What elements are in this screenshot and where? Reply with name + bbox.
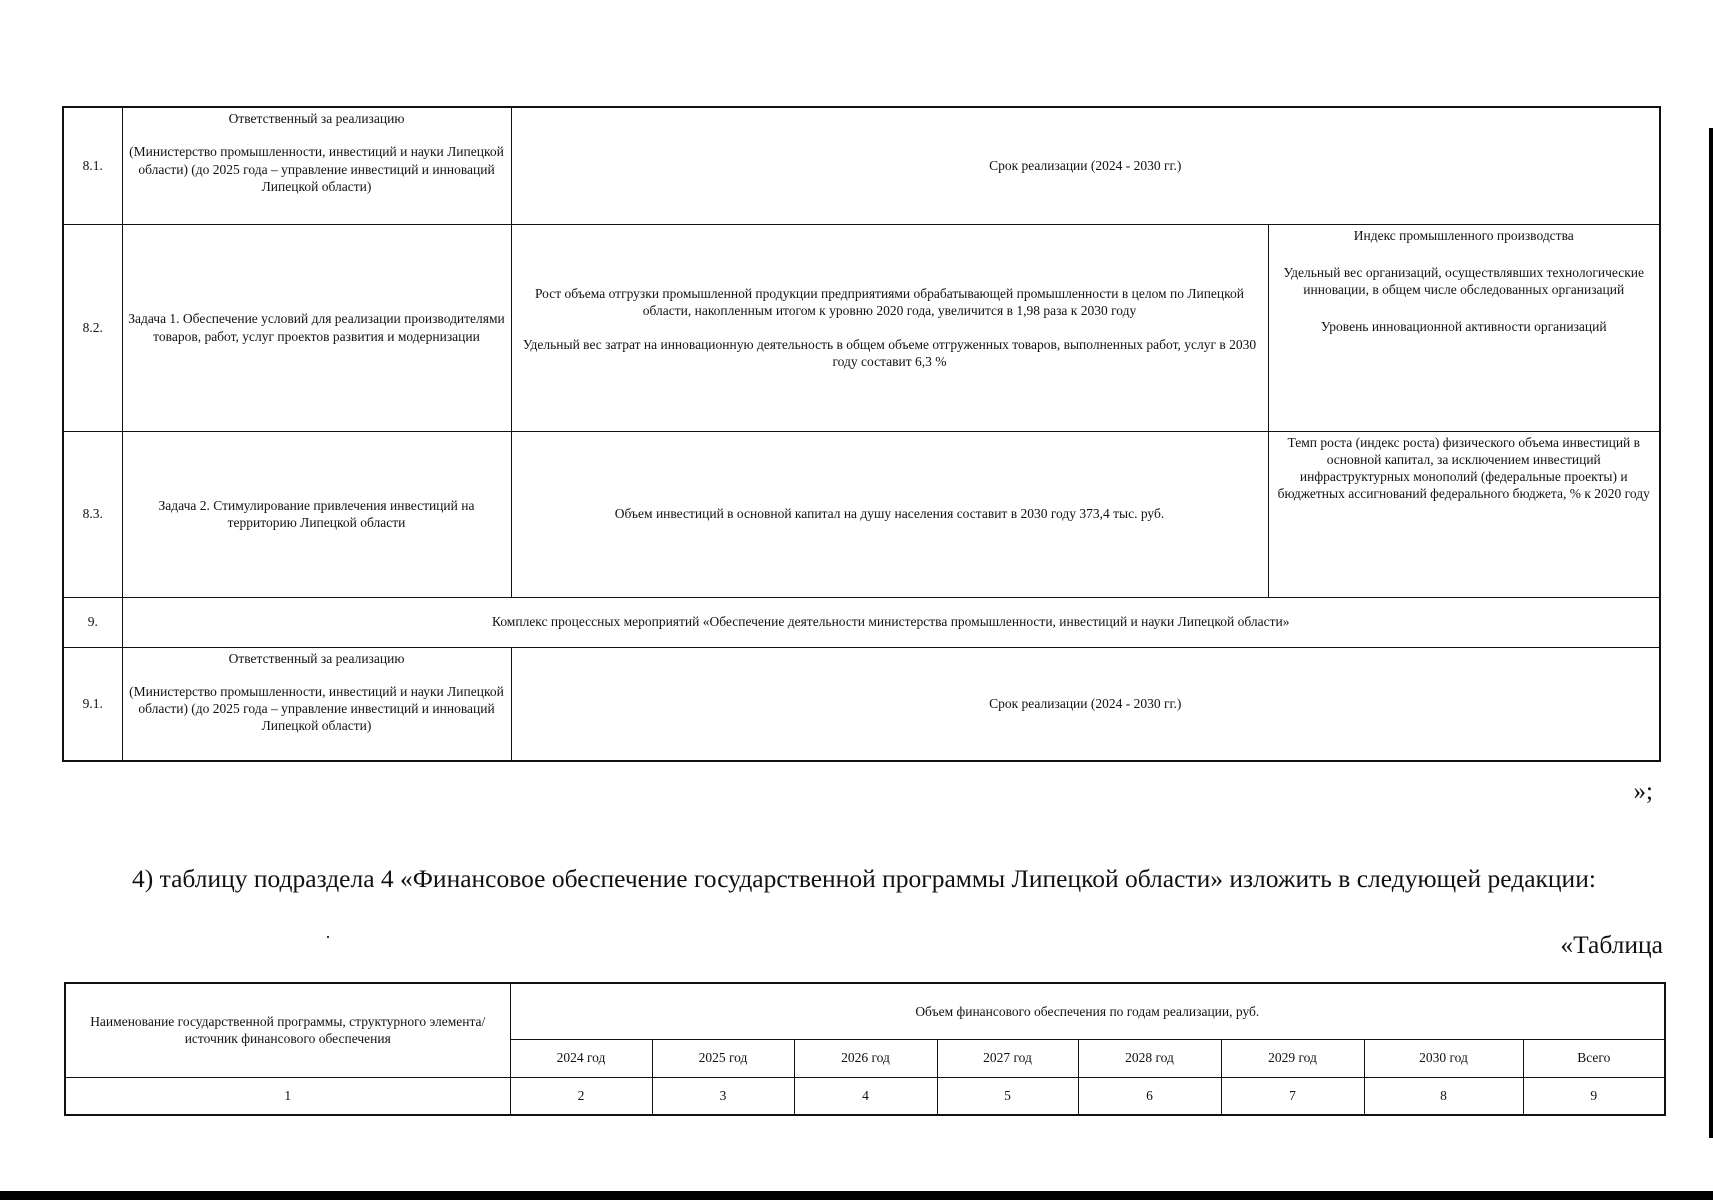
row-number: 8.1.: [63, 107, 122, 224]
amendment-paragraph: 4) таблицу подраздела 4 «Финансовое обеспечение государственной программы Липецкой области» изложить в следующей редакции:: [132, 864, 1596, 893]
year-header: 2028 год: [1078, 1039, 1221, 1077]
responsible-heading: Ответственный за реализацию: [228, 111, 405, 126]
column-number: 1: [65, 1077, 510, 1115]
year-header: 2024 год: [510, 1039, 652, 1077]
responsible-heading: Ответственный за реализацию: [228, 650, 405, 666]
term-cell: Срок реализации (2024 - 2030 гг.): [511, 107, 1660, 224]
volume-header: Объем финансового обеспечения по годам реализации, руб.: [510, 983, 1665, 1039]
total-header: Всего: [1523, 1039, 1665, 1077]
task-cell: Задача 1. Обеспечение условий для реализации производителями товаров, работ, услуг проектов развития и модернизации: [122, 224, 511, 431]
year-header: 2029 год: [1221, 1039, 1364, 1077]
column-number: 3: [652, 1077, 794, 1115]
scan-edge-bottom: [0, 1191, 1713, 1200]
effect-text-1: Рост объема отгрузки промышленной продукции предприятиями обрабатывающей промышленности в целом по Липецкой области, накопленным итогом к уровню 2020 года, увеличится в 1,98 раза к 2030 году: [535, 285, 1244, 319]
responsible-cell: [122, 647, 511, 761]
column-number: 7: [1221, 1077, 1364, 1115]
table-row: [65, 1077, 1665, 1115]
indicator-cell: Темп роста (индекс роста) физического объема инвестиций в основной капитал, за исключением инвестиций инфраструктурных монополий (федеральные проекты) и бюджетных ассигнований федерального бюджета, % к 2020 году: [1268, 431, 1660, 597]
row-number: 9.: [63, 597, 122, 647]
financing-table: [64, 982, 1666, 1116]
column-number: 6: [1078, 1077, 1221, 1115]
row-number: 8.2.: [63, 224, 122, 431]
row-number: 8.3.: [63, 431, 122, 597]
table-row: [63, 107, 1660, 224]
column-number: 8: [1364, 1077, 1523, 1115]
table-row: [63, 431, 1660, 597]
indicator-text-2: Удельный вес организаций, осуществлявших технологические инновации, в общем числе обследованных организаций: [1283, 264, 1644, 298]
closing-quote: »;: [1633, 778, 1653, 805]
process-complex-title: Комплекс процессных мероприятий «Обеспечение деятельности министерства промышленности, инвестиций и науки Липецкой области»: [122, 597, 1660, 647]
table-row: [65, 983, 1665, 1039]
year-header: 2030 год: [1364, 1039, 1523, 1077]
table-row: [63, 597, 1660, 647]
year-header: 2026 год: [794, 1039, 937, 1077]
indicator-cell: [1268, 224, 1660, 431]
task-cell: Задача 2. Стимулирование привлечения инвестиций на территорию Липецкой области: [122, 431, 511, 597]
program-structure-table: [62, 106, 1661, 762]
responsible-body: (Министерство промышленности, инвестиций и науки Липецкой области) (до 2025 года – управление инвестиций и инноваций Липецкой области): [129, 683, 504, 734]
column-number: 2: [510, 1077, 652, 1115]
column-number: 4: [794, 1077, 937, 1115]
responsible-body: (Министерство промышленности, инвестиций и науки Липецкой области) (до 2025 года – управление инвестиций и инноваций Липецкой области): [129, 144, 504, 194]
effect-cell: Объем инвестиций в основной капитал на душу населения составит в 2030 году 373,4 тыс. руб.: [511, 431, 1268, 597]
row-number: 9.1.: [63, 647, 122, 761]
table-row: [63, 224, 1660, 431]
scan-edge-right: [1709, 128, 1713, 1138]
indicator-text-3: Уровень инновационной активности организаций: [1320, 319, 1607, 335]
effect-text-2: Удельный вес затрат на инновационную деятельность в общем объеме отгруженных товаров, выполненных работ, услуг в 2030 году составит 6,3 %: [522, 336, 1257, 369]
term-cell: Срок реализации (2024 - 2030 гг.): [511, 647, 1660, 761]
scan-speck: [327, 936, 329, 938]
effect-cell: [511, 224, 1268, 431]
name-header: Наименование государственной программы, структурного элемента/источник финансового обеспечения: [65, 983, 510, 1077]
table-caption: «Таблица: [1560, 930, 1663, 959]
column-number: 9: [1523, 1077, 1665, 1115]
year-header: 2027 год: [937, 1039, 1078, 1077]
table-row: [63, 647, 1660, 761]
indicator-text-1: Индекс промышленного производства: [1353, 227, 1574, 243]
column-number: 5: [937, 1077, 1078, 1115]
year-header: 2025 год: [652, 1039, 794, 1077]
responsible-cell: [122, 107, 511, 224]
